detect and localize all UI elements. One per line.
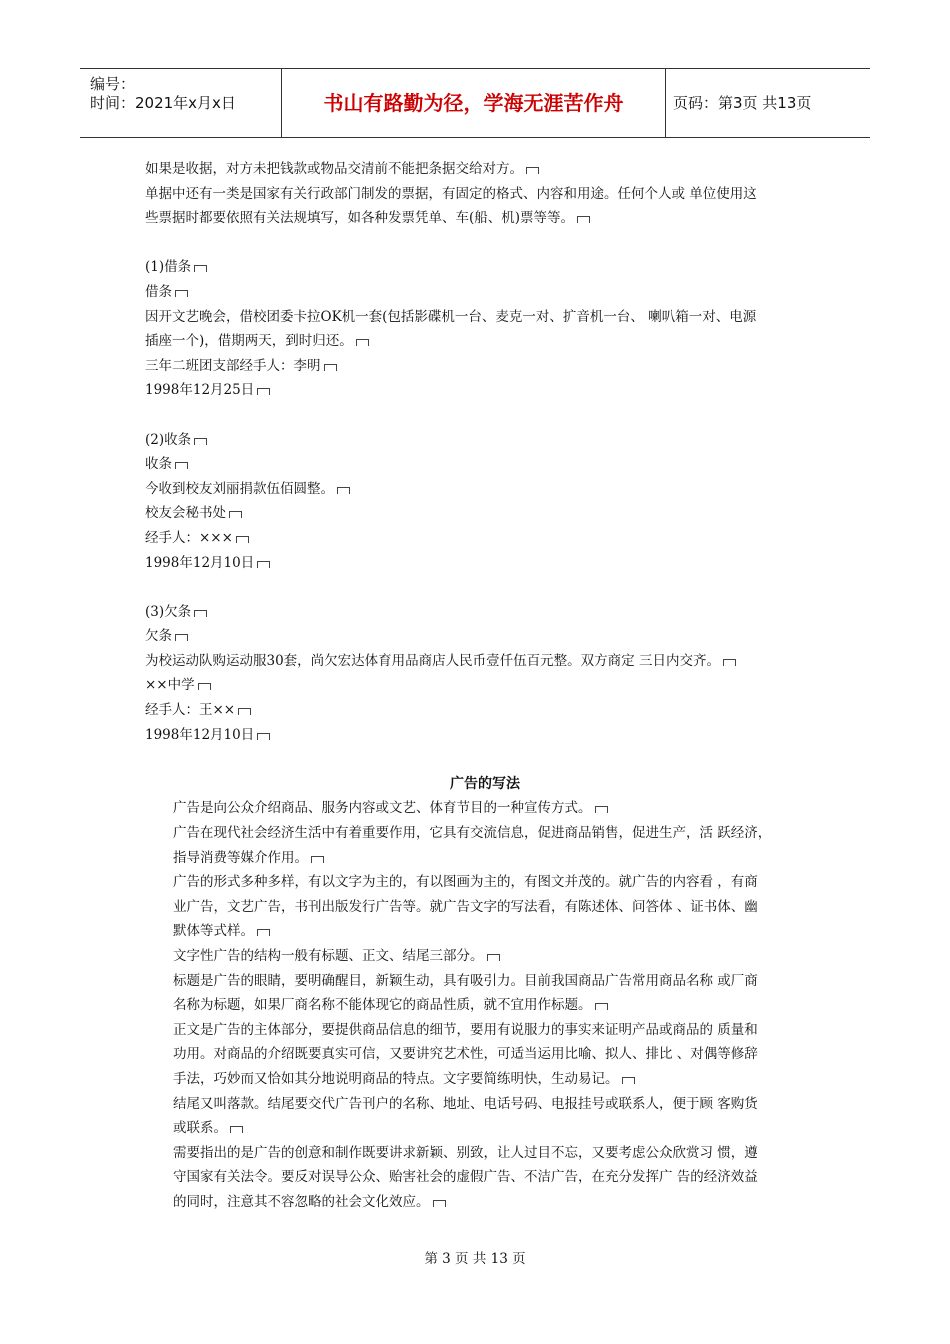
paragraph-mark-icon: [526, 167, 539, 174]
paragraph-mark-icon: [175, 634, 188, 641]
document-body: [145, 157, 825, 1215]
paragraph-mark-icon: [257, 929, 270, 936]
paragraph-mark-icon: [595, 1003, 608, 1010]
paragraph-mark-icon: [229, 511, 242, 518]
page-label: 页码：第3页 共13页: [673, 94, 812, 112]
paragraph-mark-icon: [198, 683, 211, 690]
paragraph-mark-icon: [433, 1200, 446, 1207]
paragraph-line: 名称为标题，如果厂商名称不能体现它的商品性质，就不宜用作标题。: [145, 993, 825, 1018]
paragraph-mark-icon: [175, 462, 188, 469]
time-label: 时间：2021年x月x日: [90, 94, 236, 112]
paragraph-line: ××中学: [145, 673, 825, 698]
paragraph-mark-icon: [595, 806, 608, 813]
paragraph-line: 为校运动队购运动服30套，尚欠宏达体育用品商店人民币壹仟伍百元整。双方商定 三日内交齐。: [145, 649, 825, 674]
paragraph-line: 广告在现代社会经济生活中有着重要作用，它具有交流信息，促进商品销售，促进生产，活 跃经济，: [173, 825, 772, 842]
paragraph-mark-icon: [257, 561, 270, 568]
paragraph-line: 1998年12月25日: [145, 378, 825, 403]
paragraph-line: 的同时，注意其不容忽略的社会文化效应。: [145, 1190, 825, 1215]
paragraph-mark-icon: [194, 438, 207, 445]
paragraph-line: 文字性广告的结构一般有标题、正文、结尾三部分。: [145, 944, 825, 969]
section-title: 广告的写法: [450, 775, 520, 792]
number-label: 编号：: [90, 75, 136, 93]
paragraph-line: 如果是收据，对方未把钱款或物品交清前不能把条据交给对方。: [145, 157, 825, 182]
motto-text: 书山有路勤为径，学海无涯苦作舟: [323, 91, 624, 115]
paragraph-mark-icon: [622, 1077, 635, 1084]
paragraph-line: 1998年12月10日: [145, 551, 825, 576]
paragraph-mark-icon: [230, 1126, 243, 1133]
header-meta: [80, 69, 281, 137]
paragraph-line: 插座一个)，借期两天，到时归还。: [145, 329, 825, 354]
paragraph-line: 正文是广告的主体部分，要提供商品信息的细节，要用有说服力的事实来证明产品或商品的 质量和: [173, 1021, 758, 1038]
paragraph-line: 或联系。: [145, 1116, 825, 1141]
paragraph-mark-icon: [238, 708, 251, 715]
section-heading: (1)借条: [145, 255, 825, 280]
paragraph-line: 广告是向公众介绍商品、服务内容或文艺、体育节目的一种宣传方式。: [145, 796, 825, 821]
paragraph-mark-icon: [311, 856, 324, 863]
paragraph-line: 守国家有关法令。要反对误导公众、贻害社会的虚假广告、不洁广告，在充分发挥广 告的经济效益: [173, 1169, 758, 1186]
paragraph-line: 默体等式样。: [145, 919, 825, 944]
paragraph-line: 因开文艺晚会，借校团委卡拉OK机一套(包括影碟机一台、麦克一对、扩音机一台、 喇叭箱一对、电源: [145, 308, 757, 325]
paragraph-line: 些票据时都要依照有关法规填写，如各种发票凭单、车(船、机)票等等。: [145, 206, 825, 231]
paragraph-line: 标题是广告的眼睛，要明确醒目，新颖生动，具有吸引力。目前我国商品广告常用商品名称 或厂商: [173, 972, 758, 989]
paragraph-line: 手法，巧妙而又恰如其分地说明商品的特点。文字要简练明快，生动易记。: [145, 1067, 825, 1092]
paragraph-line: 校友会秘书处: [145, 501, 825, 526]
paragraph-mark-icon: [337, 487, 350, 494]
section-heading: (3)欠条: [145, 600, 825, 625]
paragraph-line: 收条: [145, 452, 825, 477]
paragraph-line: 三年二班团支部经手人：李明: [145, 354, 825, 379]
paragraph-line: 今收到校友刘丽捐款伍佰圆整。: [145, 477, 825, 502]
paragraph-mark-icon: [194, 265, 207, 272]
paragraph-line: 指导消费等媒介作用。: [145, 846, 825, 871]
paragraph-mark-icon: [324, 364, 337, 371]
paragraph-mark-icon: [236, 536, 249, 543]
paragraph-line: 经手人：王××: [145, 698, 825, 723]
paragraph-line: 结尾又叫落款。结尾要交代广告刊户的名称、地址、电话号码、电报挂号或联系人，便于顾 客购货: [173, 1095, 758, 1112]
paragraph-line: 单据中还有一类是国家有关行政部门制发的票据，有固定的格式、内容和用途。任何个人或 单位使用这: [145, 185, 757, 202]
paragraph-line: 需要指出的是广告的创意和制作既要讲求新颖、别致，让人过目不忘，又要考虑公众欣赏习 惯，遵: [173, 1144, 758, 1161]
paragraph-line: 经手人：×××: [145, 526, 825, 551]
paragraph-mark-icon: [723, 659, 736, 666]
paragraph-line: 功用。对商品的介绍既要真实可信，又要讲究艺术性，可适当运用比喻、拟人、排比 、对偶等修辞: [173, 1046, 758, 1063]
paragraph-line: 广告的形式多种多样，有以文字为主的，有以图画为主的，有图文并茂的。就广告的内容看 ，有商: [173, 874, 758, 891]
paragraph-line: 1998年12月10日: [145, 723, 825, 748]
paragraph-line: 业广告，文艺广告，书刊出版发行广告等。就广告文字的写法看，有陈述体、问答体 、证书体、幽: [173, 898, 758, 915]
paragraph-line: 欠条: [145, 624, 825, 649]
header-motto: [281, 69, 666, 137]
page-footer: 第 3 页 共 13 页: [424, 1251, 526, 1267]
paragraph-line: 借条: [145, 280, 825, 305]
paragraph-mark-icon: [257, 733, 270, 740]
page-header: [80, 68, 870, 138]
paragraph-mark-icon: [487, 954, 500, 961]
paragraph-mark-icon: [175, 290, 188, 297]
paragraph-mark-icon: [194, 610, 207, 617]
paragraph-mark-icon: [257, 388, 270, 395]
section-heading: (2)收条: [145, 428, 825, 453]
paragraph-mark-icon: [356, 339, 369, 346]
paragraph-mark-icon: [577, 216, 590, 223]
